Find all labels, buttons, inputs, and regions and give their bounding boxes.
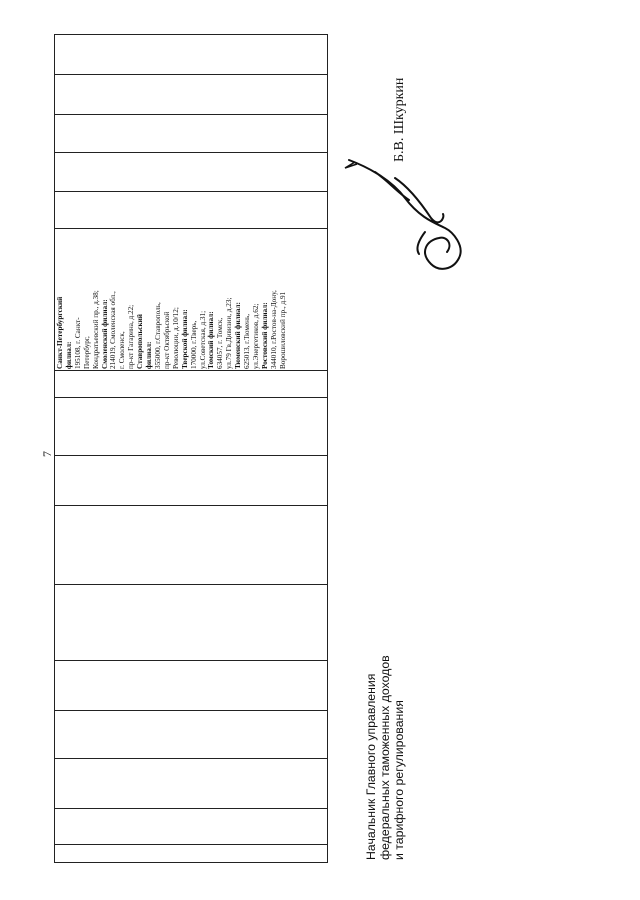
table-row-divider [54,74,328,75]
signatory-name: Б.В. Шкуркин [392,77,407,162]
table-row-divider [54,455,328,456]
signature-image [335,148,475,288]
address-line: филиал: [145,341,154,369]
address-line: Санкт-Петербургский [56,296,64,369]
signatory-title-line: Начальник Главного управления [364,673,378,860]
table-row-divider [54,710,328,711]
address-line: пр-кт Гагарина, д.22; [127,304,136,369]
address-line: ул.Советская, д.31; [198,310,207,369]
table-row-divider [54,114,328,115]
table-row-divider [54,808,328,809]
address-line: Кондратьевский пр., д.38; [91,290,100,369]
address-text [56,229,322,369]
address-line: Томский филиал: [207,311,216,369]
table-frame [54,34,328,863]
address-line: филиал: [64,341,73,369]
signatory-title-line: и тарифного регулирования [392,700,406,860]
address-line: г. Смоленск, [118,331,127,369]
address-line: 625013, г.Тюмень, [243,313,252,369]
signatory-title [364,630,424,860]
signatory-title-line: федеральных таможенных доходов [378,655,392,860]
table-row-divider [54,505,328,506]
table-row-divider [54,152,328,153]
table-row-divider [54,844,328,845]
address-cell [56,229,324,369]
table-row-divider [54,660,328,661]
address-line: пр-кт Октябрьской [162,311,171,369]
table-row-divider [54,370,328,371]
table-row-divider [54,191,328,192]
address-line: ул.Энергетиков, д.62; [251,303,260,369]
address-line: Ростовский филиал: [260,302,269,369]
address-line: 170000, г.Тверь, [189,320,198,369]
address-line: 355000, г.Ставрополь, [153,302,162,369]
page-number: 7 [40,451,54,457]
table-row-divider [54,584,328,585]
address-line: Петербург, [82,336,91,369]
address-line: Смоленский филиал: [100,299,109,369]
address-line: 634057, г. Томск, [216,317,225,369]
address-line: Революции, д.10/12; [171,307,180,369]
address-line: 214019, Смоленская обл., [109,291,118,369]
address-line: Тверской филиал: [180,309,189,369]
address-line: Ставропольский [136,314,145,369]
address-line: Тюменский филиал: [234,302,243,369]
address-line: 195108, г. Санкт- [73,317,82,369]
address-line: 344010, г.Ростов-на-Дону, [269,290,278,369]
address-line: ул.79 Гв.Дивизии, д.23; [225,297,234,369]
table-row-divider [54,758,328,759]
address-line: Ворошиловский пр., д.91 [278,291,287,369]
table-row-divider [54,397,328,398]
